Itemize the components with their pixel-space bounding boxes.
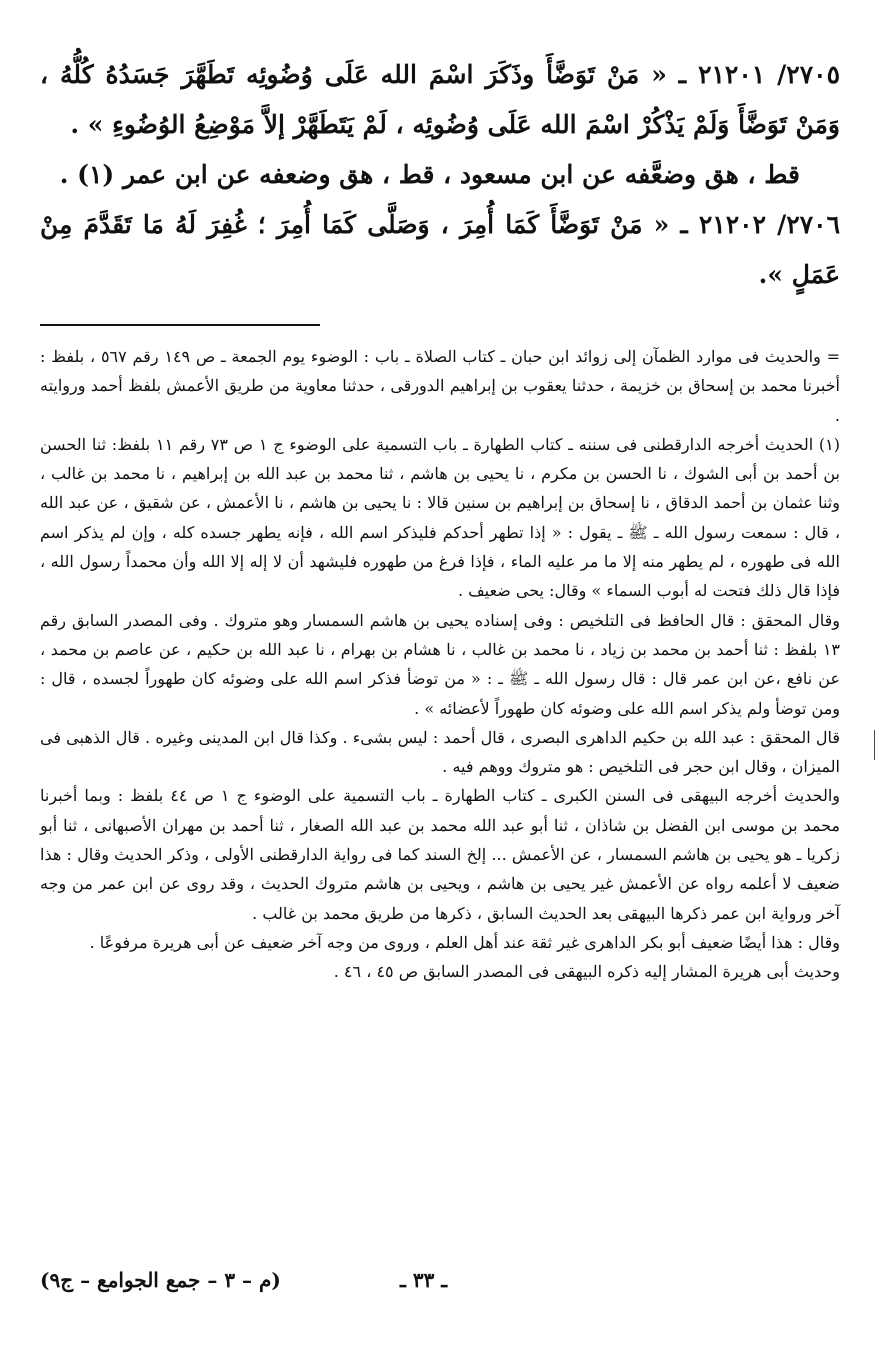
footnote-investigator-note-2: قال المحقق : عبد الله بن حكيم الداهرى البصرى ، قال أحمد : ليس بشىء . وكذا قال ابن المدينى وغيره . قال الذهبى فى الميزان ، وقال ابن حجر فى التلخيص : هو متروك ووهم فيه . [40, 727, 840, 777]
hadith-2705-sources: قط ، هق وضعَّفه عن ابن مسعود ، قط ، هق وضعفه عن ابن عمر (١) . [59, 160, 800, 189]
footnote-continuation: = والحديث فى موارد الظمآن إلى زوائد ابن حبان ـ كتاب الصلاة ـ باب : الوضوء يوم الجمعة ـ ص ١٤٩ رقم ٥٦٧ ، بلفظ : أخبرنا محمد بن إسحاق بن خزيمة ، حدثنا يعقوب بن إبراهيم الدورقى ، حدثنا معاوية من طريق الأعمش بلفظ أحمد وروايته . [40, 347, 840, 425]
footnote-abu-hurayra: وحديث أبى هريرة المشار إليه ذكره البيهقى فى المصدر السابق ص ٤٥ ، ٤٦ . [333, 962, 840, 982]
footnote-bayhaqi-comment: وقال : هذا أيضًا ضعيف أبو بكر الداهرى غير ثقة عند أهل العلم ، وروى من وجه آخر ضعيف عن أبى هريرة مرفوعًا . [89, 932, 840, 952]
main-text [40, 50, 840, 300]
hadith-2706: ٢٧٠٦/ ٢١٢٠٢ ـ « مَنْ تَوَضَّأَ كَمَا أُمِرَ ، وَصَلَّى كَمَا أُمِرَ ؛ غُفِرَ لَهُ مَا تَقَدَّمَ مِنْ عَمَلٍ ». [40, 210, 840, 289]
footnotes [40, 342, 840, 987]
page-number: ـ ٣٣ ـ [400, 1268, 448, 1292]
page-footer [40, 1268, 840, 1308]
margin-mark [874, 730, 875, 760]
page-body [40, 50, 840, 1350]
footnote-separator [40, 324, 320, 326]
footnote-1: (١) الحديث أخرجه الدارقطنى فى سننه ـ كتاب الطهارة ـ باب التسمية على الوضوء ج ١ ص ٧٣ رقم ١١ بلفظ: ثنا الحسن بن أحمد بن أبى الشوك ، نا الحسن بن مكرم ، نا يحيى بن هاشم ، ثنا محمد بن عبد الله بن إبراهيم ، نا محمد بن غالب ، وثنا عثمان بن أحمد الدقاق ، نا إسحاق بن إبراهيم بن سنين قالا : نا يحيى بن هاشم ، نا الأعمش ، عن شقيق ، عن عبد الله ، قال : سمعت رسول الله ـ ﷺ ـ يقول : « إذا تطهر أحدكم فليذكر اسم الله ، فإنه يطهر جسده كله ، وإن لم يذكر اسم الله فى طهوره ، لم يطهر منه إلا ما مر عليه الماء ، فإذا فرغ من طهوره فليشهد أن لا إله إلا الله وأن محمداً رسول الله ، فإذا قال ذلك فتحت له أبوب السماء » وقال: يحى ضعيف . [40, 434, 841, 601]
footnote-bayhaqi: والحديث أخرجه البيهقى فى السنن الكبرى ـ كتاب الطهارة ـ باب التسمية على الوضوء ج ١ ص ٤٤ بلفظ : وبما أخبرنا محمد بن موسى ابن الفضل بن شاذان ، ثنا أبو عبد الله محمد بن عبد الله الصغار ، ثنا أحمد بن مهران الأصبهانى ، ثنا أبو زكريا ـ هو يحيى بن هاشم السمسار ، عن الأعمش ... إلخ السند كما فى رواية الدارقطنى الأولى ، وذكر الحديث وقال : هذا ضعيف لا أعلمه رواه عن الأعمش غير يحيى بن هاشم ، ويحيى بن هاشم متروك الحديث ، وقد روى عن ابن عمر من وجه آخر ورواية ابن عمر ذكرها البيهقى بعد الحديث السابق ، ذكرها من طريق محمد بن غالب . [40, 786, 841, 923]
signature-mark: (م – ٣ – جمع الجوامع – ج٩) [40, 1268, 281, 1292]
hadith-2705: ٢٧٠٥/ ٢١٢٠١ ـ « مَنْ تَوَضَّأَ وذَكَرَ اسْمَ الله عَلَى وُضُوئِه تَطَهَّرَ جَسَدُهُ كُلُّهُ ، وَمَنْ تَوَضَّأَ وَلَمْ يَذْكُرْ اسْمَ الله عَلَى وُضُوئِه ، لَمْ يَتَطَهَّرْ إلاَّ مَوْضِعُ الوُضُوءِ » . [40, 60, 840, 139]
footnote-investigator-note: وقال المحقق : قال الحافظ فى التلخيص : وفى إسناده يحيى بن هاشم السمسار وهو متروك . وفى المصدر السابق رقم ١٣ بلفظ : ثنا أحمد بن محمد بن زياد ، نا محمد بن غالب ، نا هشام بن بهرام ، نا عبد الله بن حكيم ، عن عاصم بن محمد ، عن نافع ،عن ابن عمر قال : قال رسول الله ـ ﷺ ـ : « من توضأ فذكر اسم الله على وضوئه كان طهوراً لجسده ، قال : ومن توضأ ولم يذكر اسم الله على وضوئه كان طهوراً لأعضائه » . [40, 610, 840, 718]
